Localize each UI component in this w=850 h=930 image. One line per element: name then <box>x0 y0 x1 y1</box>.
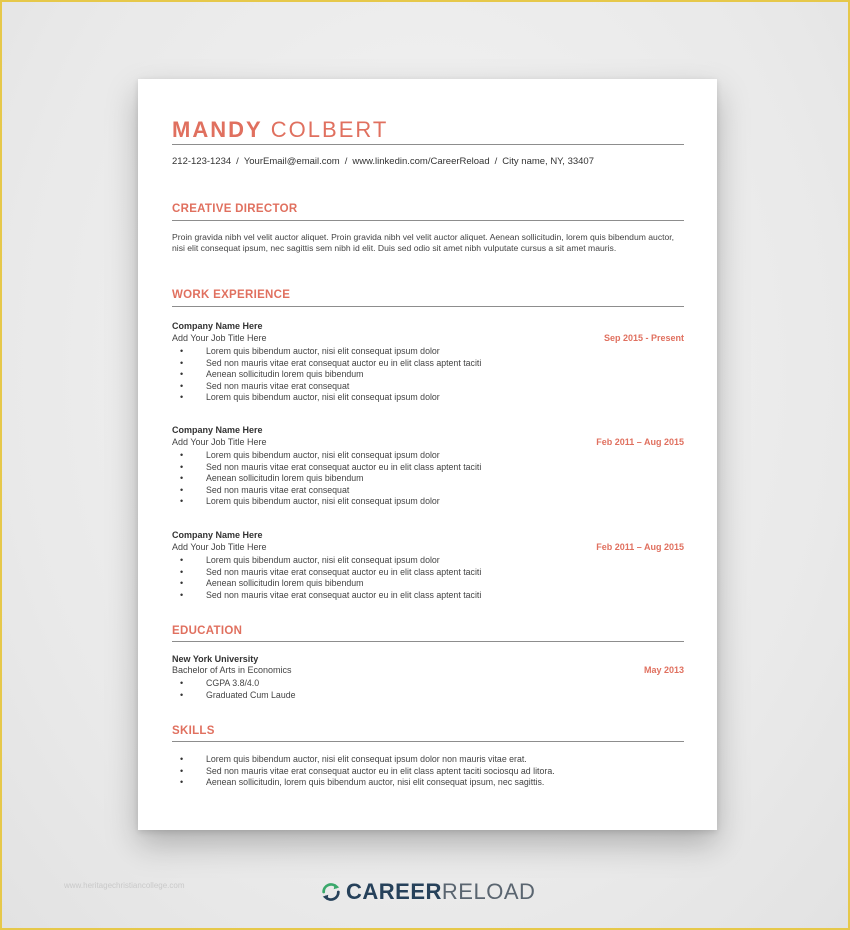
logo-text-reload: RELOAD <box>441 879 536 904</box>
job-title: Add Your Job Title Here <box>172 542 267 552</box>
education-date: May 2013 <box>643 665 684 675</box>
list-item: • Graduated Cum Laude <box>172 690 672 702</box>
job-bullets <box>172 346 672 404</box>
list-item: • Lorem quis bibendum auctor, nisi elit consequat ipsum dolor <box>172 555 672 567</box>
logo-text-career: CAREER <box>346 879 442 904</box>
phone: 212-123-1234 <box>172 156 232 167</box>
job-title: Add Your Job Title Here <box>172 333 267 343</box>
list-item: • Aenean sollicitudin lorem quis bibendum <box>172 578 672 590</box>
list-item: • Lorem quis bibendum auctor, nisi elit consequat ipsum dolor non mauris vitae erat. <box>172 754 672 766</box>
skills-bullets <box>172 754 672 789</box>
work-divider <box>172 306 684 307</box>
contact-line <box>172 156 594 167</box>
list-item: • CGPA 3.8/4.0 <box>172 678 672 690</box>
company-name: Company Name Here <box>172 321 263 331</box>
education-bullets <box>172 678 672 701</box>
education-heading: EDUCATION <box>172 625 243 637</box>
recycle-arrows-icon <box>320 881 342 903</box>
list-item: • Aenean sollicitudin, lorem quis bibendum auctor, nisi elit consequat ipsum, nec sagittis. <box>172 777 672 789</box>
resume-page <box>138 79 717 830</box>
skills-divider <box>172 741 684 742</box>
location: City name, NY, 33407 <box>502 156 594 167</box>
school-name: New York University <box>172 654 259 664</box>
profile-divider <box>172 220 684 221</box>
list-item: • Lorem quis bibendum auctor, nisi elit consequat ipsum dolor <box>172 346 672 358</box>
contact-separator: / <box>344 156 348 167</box>
profile-heading: CREATIVE DIRECTOR <box>172 203 298 215</box>
job-date: Feb 2011 – Aug 2015 <box>596 542 684 552</box>
list-item: • Sed non mauris vitae erat consequat auctor eu in elit class aptent taciti sociosqu ad litora. <box>172 766 672 778</box>
job-bullets <box>172 555 672 601</box>
list-item: • Aenean sollicitudin lorem quis bibendum <box>172 369 672 381</box>
contact-separator: / <box>236 156 239 167</box>
company-name: Company Name Here <box>172 530 263 540</box>
first-name: MANDY <box>172 117 263 142</box>
list-item: • Sed non mauris vitae erat consequat auctor eu in elit class aptent taciti <box>172 567 672 579</box>
watermark-text: www.heritagechristiancollege.com <box>64 881 185 890</box>
degree: Bachelor of Arts in Economics <box>172 665 292 675</box>
list-item: • Sed non mauris vitae erat consequat auctor eu in elit class aptent taciti <box>172 462 672 474</box>
last-name: COLBERT <box>270 117 389 142</box>
job-date: Sep 2015 - Present <box>603 333 684 343</box>
list-item: • Sed non mauris vitae erat consequat auctor eu in elit class aptent taciti <box>172 358 672 370</box>
email[interactable]: YourEmail@email.com <box>243 156 340 167</box>
list-item: • Sed non mauris vitae erat consequat <box>172 485 672 497</box>
work-experience-heading: WORK EXPERIENCE <box>172 289 291 301</box>
skills-heading: SKILLS <box>172 725 215 737</box>
job-date: Feb 2011 – Aug 2015 <box>596 437 684 447</box>
list-item: • Sed non mauris vitae erat consequat <box>172 381 672 393</box>
company-name: Company Name Here <box>172 425 263 435</box>
contact-separator: / <box>494 156 498 167</box>
education-divider <box>172 641 684 642</box>
list-item: • Lorem quis bibendum auctor, nisi elit consequat ipsum dolor <box>172 450 672 462</box>
list-item: • Sed non mauris vitae erat consequat auctor eu in elit class aptent taciti <box>172 590 672 602</box>
career-reload-logo[interactable] <box>320 879 535 905</box>
linkedin-link[interactable]: www.linkedin.com/CareerReload <box>352 156 490 167</box>
list-item: • Aenean sollicitudin lorem quis bibendum <box>172 473 672 485</box>
profile-summary: Proin gravida nibh vel velit auctor aliquet. Proin gravida nibh vel velit auctor aliquet. Aenean sollicitudin, lorem quis bibendum auctor, nisi elit consequat ipsum, nec sagittis sem nibh id elit. Duis sed odio sit amet nibh vulputate cursus a sit amet mauris. <box>172 232 675 254</box>
job-title: Add Your Job Title Here <box>172 437 267 447</box>
job-bullets <box>172 450 672 508</box>
list-item: • Lorem quis bibendum auctor, nisi elit consequat ipsum dolor <box>172 496 672 508</box>
candidate-name <box>172 117 388 143</box>
header-divider <box>172 144 684 145</box>
list-item: • Lorem quis bibendum auctor, nisi elit consequat ipsum dolor <box>172 392 672 404</box>
